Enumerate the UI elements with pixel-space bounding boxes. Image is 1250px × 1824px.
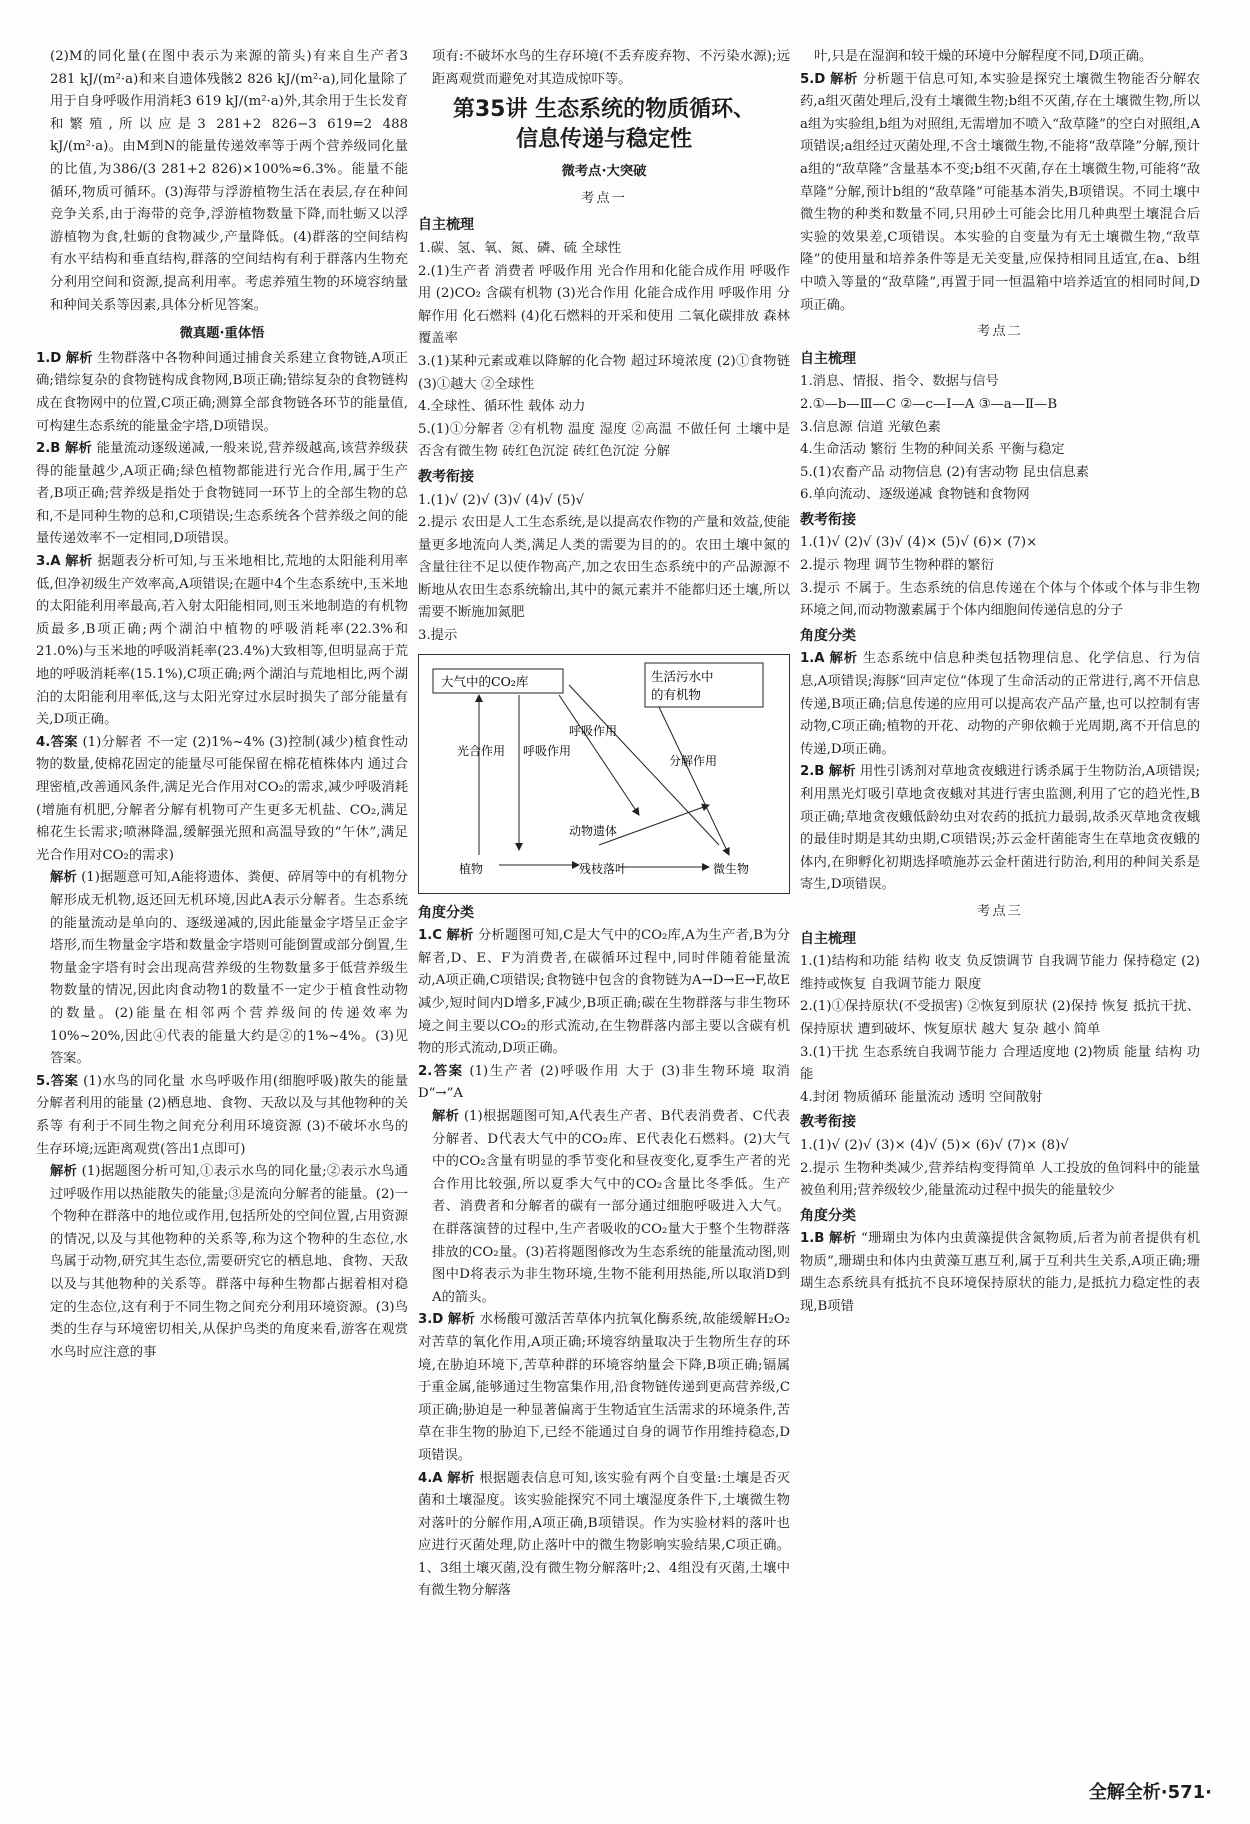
list-item: 1.(1)结构和功能 结构 收支 负反馈调节 自我调节能力 保持稳定 (2)维持或恢复 自我调节能力 限度: [800, 954, 1200, 992]
section-teach-exam-2: 教考衔接: [800, 511, 856, 528]
page-footer: 全解全析·571·: [1088, 1782, 1212, 1803]
answer-text: (1)生产者 (2)呼吸作用 大于 (3)非生物环境 取消D“→”A: [418, 1063, 790, 1102]
list-item: 2.提示 生物种类减少,营养结构变得简单 人工投放的鱼饲料中的能量被鱼利用;营养级较少,能量流动过程中损失的能量较少: [800, 1160, 1200, 1199]
answer-label: 1.A: [800, 651, 825, 667]
section-self-review-3: 自主梳理: [800, 930, 856, 947]
label-litter: 残枝落叶: [579, 861, 628, 876]
answer-label: 3.D: [418, 1312, 444, 1328]
answer-label: 3.A: [36, 554, 61, 570]
lecture-title: [418, 95, 790, 155]
label-microbe: 微生物: [713, 861, 750, 876]
answer-head: 解析: [50, 870, 77, 886]
col2-items: [418, 925, 790, 1603]
list-item: 1.消息、情报、指令、数据与信号: [800, 374, 999, 390]
answer-label: 4.答案: [36, 734, 78, 750]
col2-list1: [418, 238, 790, 464]
answer-item: [36, 732, 408, 868]
lecture-title-line2: 信息传递与稳定性: [515, 127, 692, 153]
answer-head: 解析: [829, 651, 858, 667]
column-1: [36, 46, 408, 1364]
answer-text: 生态系统中信息种类包括物理信息、化学信息、行为信息,A项错误;海豚“回声定位”体现了生命活动的正常进行,离不开信息传递,B项正确;信息传递的应用可以提高农产品产量,也可以控制有害动物,C项正确;植物的开花、动物的产卵依赖于光周期,离不开信息的传递,D项正确。: [800, 651, 1200, 757]
answer-head: 解析: [65, 350, 93, 366]
answer-item: [800, 1228, 1200, 1318]
answer-head: 解析: [828, 764, 856, 780]
col1-paragraph: (2)M的同化量(在图中表示为来源的箭头)有来自生产者3 281 kJ/(m²·a)和来自遗体残骸2 826 kJ/(m²·a),同化量除了用于自身呼吸作用消耗3 619 kJ/(m²·a)外,其余用于生长发育和繁殖,所以应是3 281+2 826−3 619=2 488 kJ/(m²·a)。由M到N的能量传递效率等于两个营养级同化量的比值,为386/(3 281+2 826)×100%≈6.3%。能量不能循环,物质可循环。(3)海带与浮游植物生活在表层,存在种间竞争关系,由于海带的竞争,浮游植物数量下降,而牡蛎又以浮游植物为食,牡蛎的食物减少,产量降低。(4)群落的空间结构有水平结构和垂直结构,群落的空间结构有利于群落内生物充分利用空间和资源,提高利用率。考虑养殖生物的环境容纳量和种间关系等因素,具体分析见答案。: [50, 49, 408, 313]
section-self-review: 自主梳理: [418, 217, 474, 234]
sewage-label-1: 生活污水中: [651, 668, 714, 684]
answer-item: [418, 925, 790, 1061]
list-item: 1.(1)√ (2)√ (3)× (4)√ (5)× (6)√ (7)× (8)√: [800, 1137, 1069, 1153]
answer-text: 生物群落中各物种间通过捕食关系建立食物链,A项正确;错综复杂的食物链构成食物网,B项正确;错综复杂的食物链构成在食物网中的位置,C项正确;测算全部食物链各环节的能量值,可构建生态系统的能量金字塔,D项错误。: [36, 350, 408, 434]
list-item: 5.(1)农畜产品 动物信息 (2)有害动物 昆虫信息素: [800, 464, 1090, 480]
answer-text: (1)据题图分析可知,①表示水鸟的同化量;②表示水鸟通过呼吸作用以热能散失的能量;③是流向分解者的能量。(2)一个物种在群落中的地位或作用,包括所处的空间位置,占用资源的情况,以及与其他物种的关系等,称为这个物种的生态位,水鸟属于动物,研究其生态位,需要研究它的栖息地、食物、天敌以及与其他物种的关系等。群落中每种生物都占据着相对稳定的生态位,这有利于不同生物之间充分利用环境资源。(3)鸟类的生存与环境密切相关,从保护鸟类的角度来看,游客在观赏水鸟时应注意的事: [50, 1164, 409, 1360]
list-item: 6.单向流动、逐级递减 食物链和食物网: [800, 487, 1030, 503]
list-item: 1.碳、氢、氧、氮、磷、硫 全球性: [418, 240, 622, 256]
col3-item5: [800, 69, 1200, 318]
answer-head: 解析: [446, 928, 474, 944]
answer-head: 解析: [50, 1164, 78, 1180]
answer-label: 1.B: [800, 1231, 825, 1247]
section-angle-2: 角度分类: [800, 627, 856, 644]
sewage-label-2: 的有机物: [651, 686, 702, 702]
answer-text: 分析题干信息可知,本实验是探究土壤微生物能否分解农药,a组灭菌处理后,没有土壤微生物;b组不灭菌,存在土壤微生物,所以a组为实验组,b组为对照组,无需增加不喷入“敌草隆”的空白对照组,A项错误;a组经过灭菌处理,不含土壤微生物,不能将“敌草隆”分解,预计a组的“敌草隆”含量基本不变;b组不灭菌,存在土壤微生物,可能将“敌草隆”分解,预计b组的“敌草隆”可能基本消失,B项错误。不同土壤中微生物的种类和数量不同,只用砂土可能会比用几种典型土壤混合后实验的效果差,C项错误。本实验的自变量为有无土壤微生物,“敌草隆”的使用量和培养条件等是无关变量,应保持相同且适宜,在a、b组中喷入等量的“敌草隆”,再置于同一恒温箱中培养适宜的相同时间,D项正确。: [800, 71, 1201, 313]
col3-list4: [800, 1135, 1200, 1203]
answer-item: [36, 551, 408, 732]
answer-item: [800, 648, 1200, 761]
label-resp2: 呼吸作用: [569, 723, 618, 738]
list-item: 5.(1)①分解者 ②有机物 温度 湿度 ②高温 不做任何 土壤中是否含有微生物 砖红色沉淀 砖红色沉淀 分解: [418, 421, 790, 460]
sub-title: 微考点·大突破: [561, 164, 647, 180]
section-teach-exam: 教考衔接: [418, 468, 474, 485]
answer-text: (1)分解者 不一定 (2)1%~4% (3)控制(减少)植食性动物的数量,使棉花固定的能量尽可能保留在棉花植株体内 通过合理密植,改善通风条件,满足光合作用对CO₂的需求,减少呼吸消耗(增施有机肥,分解者分解有机物可产生更多无机盐、CO₂,满足棉花生长需求;喷淋降温,缓解强光照和高温导致的“午休”,满足光合作用对CO₂的需求): [36, 734, 408, 863]
list-item: 3.(1)某种元素或难以降解的化合物 超过环境浓度 (2)①食物链 (3)①越大 ②全球性: [418, 353, 790, 392]
arrow-decompose: [659, 707, 729, 855]
section-title-micro-exam: 微真题·重体悟: [179, 326, 265, 342]
carbon-cycle-diagram: [418, 654, 790, 894]
answer-item: [800, 761, 1200, 897]
answer-item: [418, 1106, 790, 1309]
list-item: 4.生命活动 繁衍 生物的种间关系 平衡与稳定: [800, 442, 1065, 458]
list-item: 2.提示 物理 调节生物种群的繁衍: [800, 558, 994, 574]
col3-list1: [800, 371, 1200, 507]
answer-item: [36, 867, 408, 1070]
co2-box-label: 大气中的CO₂库: [441, 673, 529, 689]
answer-text: 能量流动逐级递减,一般来说,营养级越高,该营养级获得的能量越少,A项正确;绿色植物都能进行光合作用,属于生产者,B项正确;营养级是指处于食物链同一环节上的全部生物的总和,不是同种生物的总和,C项错误;生态系统各个营养级之间的能量传递效率不一定相同,D项错误。: [36, 441, 409, 547]
list-item: 2.提示 农田是人工生态系统,是以提高农作物的产量和效益,使能量更多地流向人类,满足人类的需要为目的的。农田土壤中氮的含量往往不足以使作物高产,加之农田生态系统中的产品源源不断地从农田生态系统输出,其中的氮元素并不能都归还土壤,所以需要不断施加氮肥: [418, 515, 790, 621]
answer-label: 1.D: [36, 350, 62, 366]
answer-label: 4.A: [418, 1470, 443, 1486]
col2-list2: [418, 490, 790, 648]
label-decomp: 分解作用: [669, 753, 718, 768]
answer-head: 解析: [447, 1470, 475, 1486]
answer-text: 据题表分析可知,与玉米地相比,荒地的太阳能利用率低,但净初级生产效率高,A项错误;在题中4个生态系统中,玉米地的太阳能利用率最高,若入射太阳能相同,则玉米地制造的有机物质最多,B项正确;两个湖泊中植物的呼吸消耗率(22.3%和21.0%)与玉米地的呼吸消耗率(23.4%)大致相等,但明显高于荒地的呼吸消耗率(15.1%),C项正确;两个湖泊与荒地相比,两个湖泊的太阳能利用率低,这与太阳光穿过水层时损失了部分能量有关,D项正确。: [36, 554, 409, 728]
col3-list3: [800, 951, 1200, 1109]
answer-label: 2.B: [36, 441, 61, 457]
answer-head: 解析: [829, 1231, 857, 1247]
answer-label: 5.答案: [36, 1073, 79, 1089]
answer-item: [36, 1071, 408, 1161]
label-plant: 植物: [459, 861, 484, 876]
kaodian-3: 考点三: [977, 903, 1023, 919]
label-animal: 动物遗体: [569, 823, 618, 838]
column-3: [800, 46, 1200, 1319]
col3-items: [800, 648, 1200, 897]
answer-item: [36, 348, 408, 438]
list-item: 2.(1)①保持原状(不受损害) ②恢复到原状 (2)保持 恢复 抵抗干扰、保持原状 遭到破坏、恢复原状 越大 复杂 越小 简单: [800, 999, 1200, 1037]
col3-top-text: 叶,只是在湿润和较干燥的环境中分解程度不同,D项正确。: [814, 49, 1153, 64]
list-item: 2.(1)生产者 消费者 呼吸作用 光合作用和化能合成作用 呼吸作用 (2)CO₂ 含碳有机物 (3)光合作用 化能合成作用 呼吸作用 分解作用 化石燃料 (4)化石燃料的开采和使用 二氧化碳排放 森林覆盖率: [418, 263, 790, 347]
section-self-review-2: 自主梳理: [800, 350, 856, 367]
answer-head: 解析: [64, 441, 93, 457]
list-item: 3.(1)干扰 生态系统自我调节能力 合理适度地 (2)物质 能量 结构 功能: [800, 1044, 1200, 1083]
answer-head: 解析: [830, 71, 858, 87]
section-angle: 角度分类: [418, 904, 474, 921]
answer-label: 1.C: [418, 928, 443, 944]
column-2: [418, 46, 790, 1603]
col3-list2: [800, 532, 1200, 622]
answer-text: (1)水鸟的同化量 水鸟呼吸作用(细胞呼吸)散失的能量 分解者利用的能量 (2)栖息地、食物、天敌以及与其他物种的关系等 有利于不同生物之间充分利用环境资源 (3)不破坏水鸟的生存环境;远距离观赏(答出1点即可): [36, 1073, 408, 1157]
answer-item: [418, 1309, 790, 1467]
col3-items2: [800, 1228, 1200, 1318]
list-item: 4.封闭 物质循环 能量流动 透明 空间散射: [800, 1089, 1043, 1105]
answer-head: 解析: [432, 1109, 460, 1124]
answer-text: 用性引诱剂对草地贪夜蛾进行诱杀属于生物防治,A项错误;利用黑光灯吸引草地贪夜蛾对其进行害虫监测,利用了它的趋光性,B项正确;草地贪夜蛾低龄幼虫对农药的抵抗力最弱,故杀灭草地贪夜蛾的最佳时期是其幼虫期,C项错误;苏云金杆菌能寄生在草地贪夜蛾的体内,在卵孵化初期选择喷施苏云金杆菌进行防治,利用的种间关系是寄生,D项错误。: [800, 764, 1201, 893]
answer-text: “珊瑚虫为体内虫黄藻提供含氮物质,后者为前者提供有机物质”,珊瑚虫和体内虫黄藻互惠互利,属于互利共生关系,A项正确;珊瑚生态系统具有抵抗不良环境保持原状的能力,是抵抗力稳定性的表现,B项错: [800, 1231, 1201, 1315]
answer-text: 根据题表信息可知,该实验有两个自变量:土壤是否灭菌和土壤湿度。该实验能探究不同土壤湿度条件下,土壤微生物对落叶的分解作用,A项正确,B项错误。作为实验材料的落叶也应进行灭菌处理,防止落叶中的微生物影响实验结果,C项正确。1、3组土壤灭菌,没有微生物分解落叶;2、4组没有灭菌,土壤中有微生物分解落: [418, 1470, 790, 1599]
kaodian-2: 考点二: [977, 324, 1023, 340]
list-item: 1.(1)√ (2)√ (3)√ (4)√ (5)√: [418, 492, 585, 508]
answer-head: 解析: [447, 1312, 476, 1328]
answer-item: [418, 1061, 790, 1106]
answer-item: [36, 438, 408, 551]
list-item: 4.全球性、循环性 载体 动力: [418, 399, 586, 415]
label-photo: 光合作用: [457, 743, 506, 758]
col2-top-text: 项有:不破坏水鸟的生存环境(不丢弃废弃物、不污染水源);远距离观赏而避免对其造成惊吓等。: [432, 49, 790, 87]
lecture-title-line1: 第35讲 生态系统的物质循环、: [452, 97, 756, 123]
label-resp1: 呼吸作用: [523, 743, 572, 758]
answer-label: 2.B: [800, 764, 825, 780]
list-item: 2.①—b—Ⅲ—C ②—c—Ⅰ—A ③—a—Ⅱ—B: [800, 396, 1058, 412]
section-angle-3: 角度分类: [800, 1207, 856, 1224]
answer-label: 5.D: [800, 71, 826, 87]
section-teach-exam-3: 教考衔接: [800, 1114, 856, 1131]
answer-text: (1)据题意可知,A能将遗体、粪便、碎屑等中的有机物分解形成无机物,返还回无机环境,因此A表示分解者。生态系统的能量流动是单向的、逐级递减的,因此能量金字塔呈正金字塔形,而生物量金字塔和数量金字塔则可能倒置或部分倒置,生物量金字塔有时会出现高营养级的生物数量多于低营养级生物数量的情况,因此肉食动物1的数量不一定少于植食性动物的数量。(2)能量在相邻两个营养级间的传递效率为10%~20%,因此④代表的能量大约是②的1%~4%。(3)见答案。: [50, 870, 408, 1067]
answer-head: 解析: [65, 554, 93, 570]
answer-text: (1)根据题图可知,A代表生产者、B代表消费者、C代表分解者、D代表大气中的CO₂库、E代表化石燃料。(2)大气中的CO₂含量有明显的季节变化和昼夜变化,夏季生产者的光合作用比较强,所以夏季大气中的CO₂含量比冬季低。生产者、消费者和分解者的碳有一部分通过细胞呼吸进入大气。在群落演替的过程中,生产者吸收的CO₂量大于整个生物群落排放的CO₂量。(3)若将题图修改为生态系统的能量流动图,则图中D将表示为非生物环境,生物不能利用热能,所以取消D到A的箭头。: [432, 1109, 791, 1305]
answer-item: [418, 1468, 790, 1604]
list-item: 3.提示: [418, 628, 458, 644]
list-item: 1.(1)√ (2)√ (3)√ (4)× (5)√ (6)× (7)×: [800, 535, 1038, 551]
kaodian-1: 考点一: [581, 190, 627, 206]
col1-items: [36, 348, 408, 1365]
answer-item: [800, 69, 1200, 318]
list-item: 3.信息源 信道 光敏色素: [800, 419, 941, 435]
answer-item: [36, 1161, 408, 1364]
answer-label: 2.答案: [418, 1063, 464, 1079]
answer-text: 水杨酸可激活苦草体内抗氧化酶系统,故能缓解H₂O₂对苦草的氧化作用,A项正确;环境容纳量取决于生物所生存的环境,在胁迫环境下,苦草种群的环境容纳量会下降,B项正确;镉属于重金属,能够通过生物富集作用,沿食物链传递到更高营养级,C项正确;胁迫是一种显著偏离于生物适宜生活需求的环境条件,苦草在非生物的胁迫下,已经不能通过自身的调节作用维持稳态,D项错误。: [418, 1312, 790, 1463]
list-item: 3.提示 不属于。生态系统的信息传递在个体与个体或个体与非生物环境之间,而动物激素属于个体内细胞间传递信息的分子: [800, 580, 1200, 619]
answer-text: 分析题图可知,C是大气中的CO₂库,A为生产者,B为分解者,D、E、F为消费者,在碳循环过程中,同时伴随着能量流动,A项正确,C项错误;食物链中包含的食物链为A→D→E→F,故E减少,短时间内D增多,F减少,B项正确;碳在生物群落与非生物环境之间主要以CO₂的形式流动,在生物群落内部主要以含碳有机物的形式流动,D项正确。: [418, 928, 791, 1057]
